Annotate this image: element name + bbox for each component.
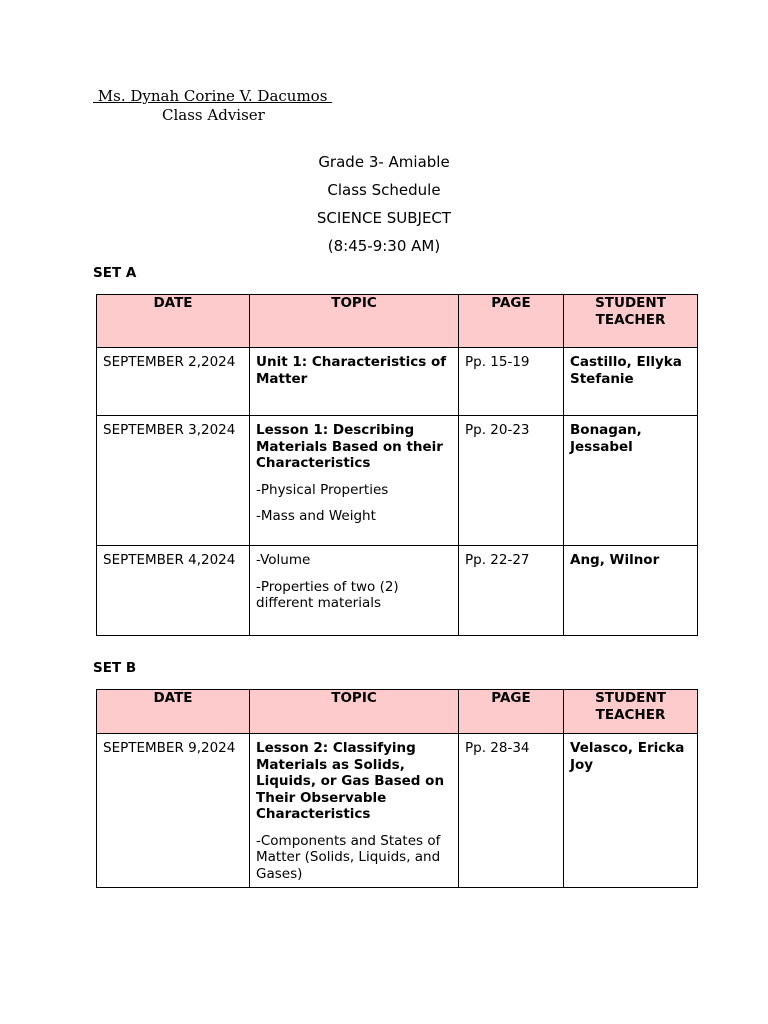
page-column-header: PAGE (459, 295, 564, 348)
schedule-heading: Class Schedule (327, 181, 441, 199)
page-cell: Pp. 28-34 (459, 734, 564, 888)
subject-heading: SCIENCE SUBJECT (316, 209, 452, 227)
adviser-role: Class Adviser (162, 106, 265, 124)
table-header-row (97, 690, 698, 734)
page-cell: Pp. 15-19 (459, 348, 564, 416)
table-row (97, 416, 698, 546)
set-b-table (96, 689, 698, 888)
topic-column-header: TOPIC (250, 295, 459, 348)
set-a-table (96, 294, 698, 636)
topic-item: -Components and States of Matter (Solids, Liquids, and Gases) (256, 832, 441, 882)
table-header-row (97, 295, 698, 348)
topic-item: -Volume (256, 552, 311, 568)
date-cell: SEPTEMBER 9,2024 (97, 734, 250, 888)
topic-cell (250, 348, 459, 416)
topic-cell (250, 734, 459, 888)
topic-title: Unit 1: Characteristics of Matter (256, 354, 447, 387)
table-row (97, 734, 698, 888)
page-cell: Pp. 22-27 (459, 546, 564, 636)
class-heading: Grade 3- Amiable (318, 153, 450, 171)
teacher-cell: Velasco, Ericka Joy (564, 734, 698, 888)
date-column-header: DATE (97, 690, 250, 734)
topic-title: Lesson 2: Classifying Materials as Solids, Liquids, or Gas Based on Their Observable Characteristics (256, 740, 445, 822)
set-a-label: SET A (93, 265, 137, 281)
date-cell: SEPTEMBER 3,2024 (97, 416, 250, 546)
table-row (97, 348, 698, 416)
topic-item: -Mass and Weight (256, 508, 376, 524)
topic-cell (250, 416, 459, 546)
topic-column-header: TOPIC (250, 690, 459, 734)
set-b-label: SET B (93, 660, 137, 676)
teacher-cell: Bonagan, Jessabel (564, 416, 698, 546)
adviser-name: Ms. Dynah Corine V. Dacumos (93, 87, 333, 105)
topic-title: Lesson 1: Describing Materials Based on their Characteristics (256, 422, 443, 471)
teacher-column-header: STUDENT TEACHER (564, 295, 698, 348)
date-column-header: DATE (97, 295, 250, 348)
topic-cell (250, 546, 459, 636)
teacher-column-header: STUDENT TEACHER (564, 690, 698, 734)
topic-item: -Physical Properties (256, 481, 389, 498)
page-cell: Pp. 20-23 (459, 416, 564, 546)
table-row (97, 546, 698, 636)
time-heading: (8:45-9:30 AM) (327, 237, 441, 255)
topic-item: -Properties of two (2) different materials (256, 578, 399, 611)
date-cell: SEPTEMBER 2,2024 (97, 348, 250, 416)
teacher-cell: Castillo, Ellyka Stefanie (564, 348, 698, 416)
date-cell: SEPTEMBER 4,2024 (97, 546, 250, 636)
page-column-header: PAGE (459, 690, 564, 734)
teacher-cell: Ang, Wilnor (564, 546, 698, 636)
